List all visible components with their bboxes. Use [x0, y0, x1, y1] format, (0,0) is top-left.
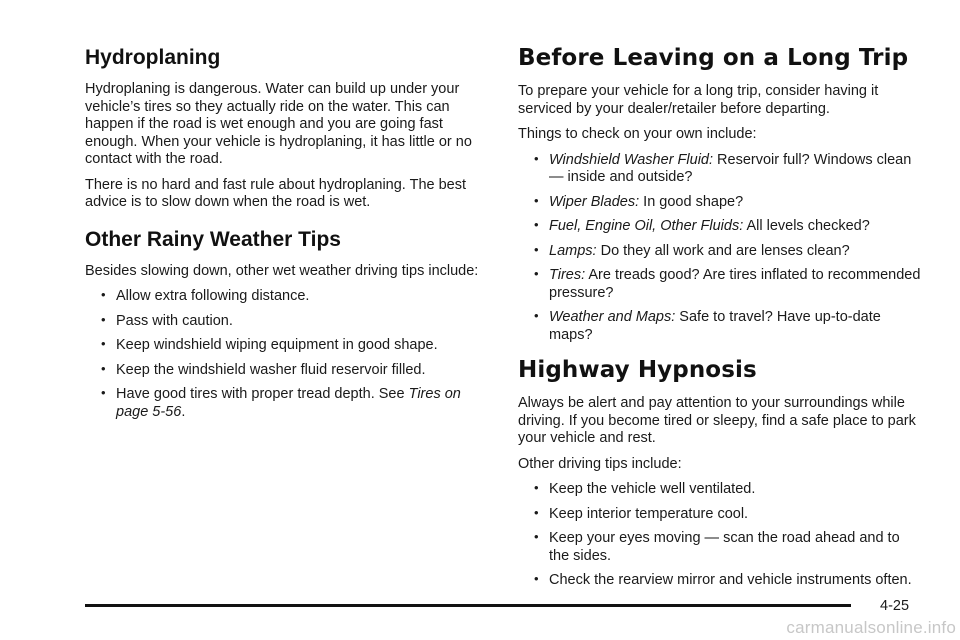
list-item-text: Keep the vehicle well ventilated.	[549, 481, 756, 497]
list-item-text: Keep interior temperature cool.	[549, 505, 749, 522]
hypnosis-paragraph-1: Always be alert and pay attention to your surroundings while driving. If you become tired or sleepy, find a safe place to park your vehicle and rest.	[518, 395, 916, 446]
list-item	[518, 309, 923, 344]
list-item-text: Check the rearview mirror and vehicle instruments often.	[549, 572, 912, 588]
bullet-icon: •	[534, 571, 539, 586]
long-trip-checklist	[518, 152, 923, 345]
page-number: 4-25	[880, 598, 910, 614]
rainy-tips-list	[85, 288, 485, 421]
list-item	[85, 386, 485, 421]
heading-hydroplaning: Hydroplaning	[85, 46, 221, 69]
section-hydroplaning	[85, 46, 485, 212]
list-item-label: Tires:	[549, 267, 586, 283]
bullet-icon: •	[534, 217, 539, 232]
list-item	[518, 218, 923, 236]
right-column	[518, 40, 923, 597]
watermark: carmanualsonline.info	[786, 618, 956, 637]
bullet-icon: •	[534, 529, 539, 544]
list-item-label: Wiper Blades:	[549, 193, 640, 210]
list-item	[518, 506, 923, 524]
heading-highway-hypnosis: Highway Hypnosis	[518, 357, 757, 383]
list-item-text: Pass with caution.	[116, 312, 233, 329]
list-item-end: .	[181, 403, 186, 420]
list-item-text: Keep your eyes moving — scan the road ahead and to the sides.	[549, 530, 900, 564]
footer-divider	[85, 604, 851, 607]
long-trip-paragraph-2: Things to check on your own include:	[518, 126, 757, 142]
heading-rainy-weather: Other Rainy Weather Tips	[85, 227, 341, 251]
list-item-text: Reservoir full? Windows clean — inside and outside?	[549, 151, 912, 185]
list-item-text: All levels checked?	[743, 218, 870, 234]
driving-tips-list	[518, 481, 923, 590]
list-item	[518, 243, 923, 261]
list-item-text: Safe to travel? Have up-to-date maps?	[549, 309, 881, 343]
list-item	[85, 288, 485, 306]
bullet-icon: •	[534, 266, 539, 281]
bullet-icon: •	[534, 241, 539, 257]
list-item-label: Lamps:	[549, 242, 597, 259]
list-item-text: Have good tires with proper tread depth. See	[116, 386, 409, 402]
section-rainy-weather	[85, 228, 485, 422]
list-item	[518, 530, 923, 565]
left-column	[85, 40, 485, 428]
list-item-text: Do they all work and are lenses clean?	[596, 242, 850, 259]
bullet-icon: •	[534, 480, 539, 495]
tires-page-reference-link[interactable]: Tires on page 5-56	[116, 386, 461, 420]
bullet-icon: •	[534, 192, 539, 208]
list-item	[518, 572, 923, 590]
hypnosis-paragraph-2: Other driving tips include:	[518, 455, 682, 472]
list-item	[85, 313, 485, 331]
bullet-icon: •	[101, 360, 106, 376]
list-item-text: In good shape?	[639, 193, 744, 210]
list-item-label: Weather and Maps:	[549, 309, 676, 325]
bullet-icon: •	[101, 385, 106, 400]
section-long-trip	[518, 44, 923, 344]
list-item-label: Windshield Washer Fluid:	[549, 151, 714, 168]
bullet-icon: •	[534, 150, 539, 166]
long-trip-paragraph-1: To prepare your vehicle for a long trip, consider having it serviced by your dealer/retailer before departing.	[518, 83, 879, 117]
rainy-intro: Besides slowing down, other wet weather driving tips include:	[85, 262, 479, 279]
list-item-text: Keep the windshield washer fluid reservoir filled.	[116, 361, 426, 378]
section-highway-hypnosis	[518, 356, 923, 590]
list-item-text: Keep windshield wiping equipment in good shape.	[116, 337, 438, 353]
list-item	[85, 362, 485, 380]
list-item	[518, 194, 923, 212]
heading-long-trip: Before Leaving on a Long Trip	[518, 45, 909, 71]
bullet-icon: •	[534, 308, 539, 323]
list-item	[518, 267, 923, 302]
bullet-icon: •	[101, 311, 106, 327]
list-item	[85, 337, 485, 355]
list-item-label: Fuel, Engine Oil, Other Fluids:	[549, 218, 744, 234]
hydroplaning-paragraph-1: Hydroplaning is dangerous. Water can build up under your vehicle’s tires so they actually ride on the water. This can happen if the road is wet enough and you are going fast enough. When your vehicle is hydroplaning, it has little or no contact with the road.	[85, 81, 472, 167]
list-item-text: Allow extra following distance.	[116, 288, 310, 304]
list-item	[518, 152, 923, 187]
bullet-icon: •	[534, 504, 539, 520]
hydroplaning-paragraph-2: There is no hard and fast rule about hydroplaning. The best advice is to slow down when the road is wet.	[85, 176, 467, 210]
bullet-icon: •	[101, 336, 106, 351]
list-item-text: Are treads good? Are tires inflated to recommended pressure?	[549, 267, 921, 301]
bullet-icon: •	[101, 287, 106, 302]
list-item	[518, 481, 923, 499]
